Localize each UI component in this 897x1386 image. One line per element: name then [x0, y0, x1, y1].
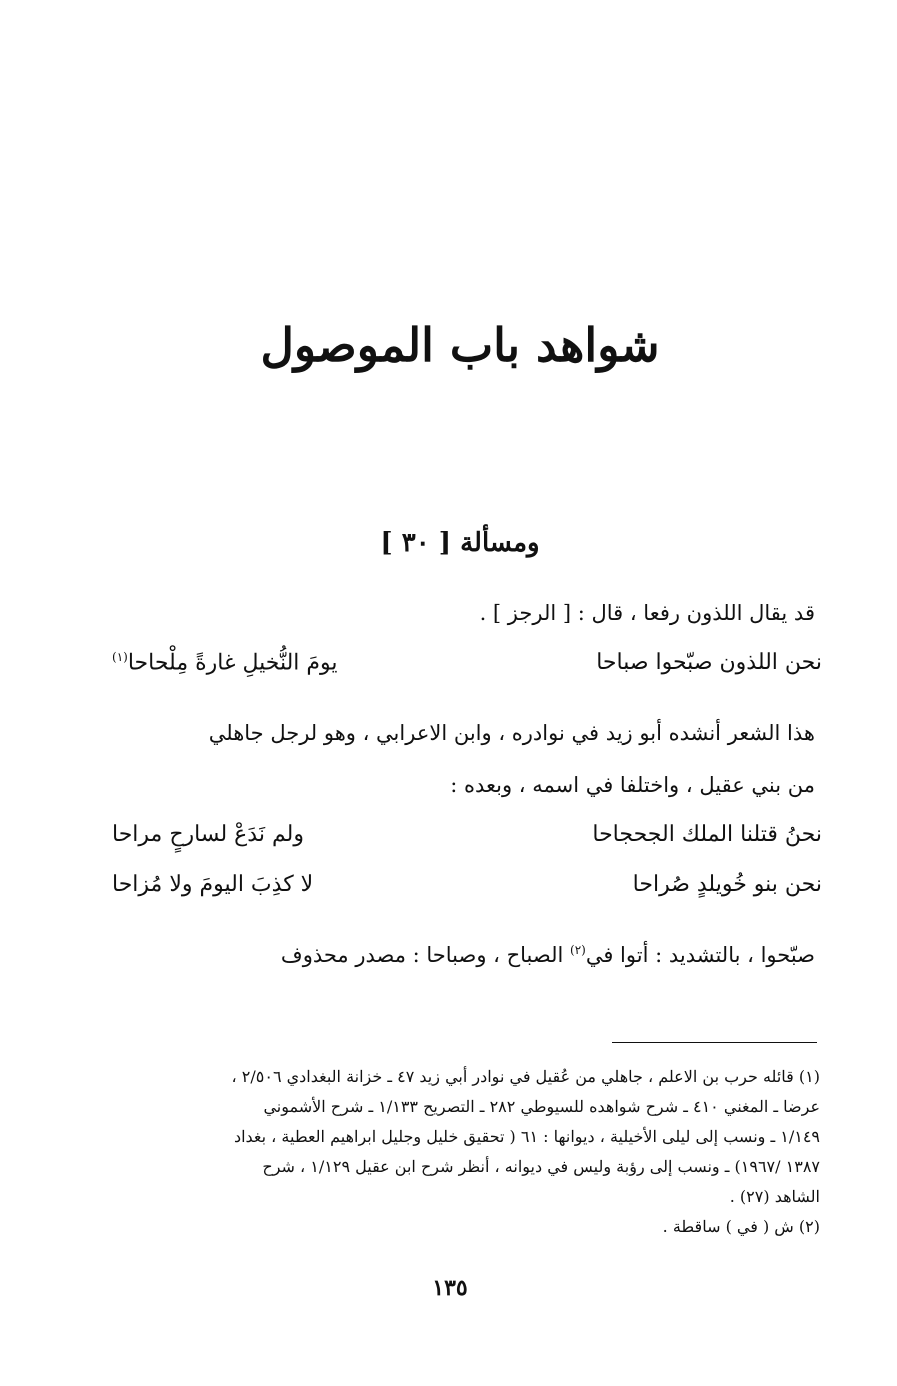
verse-3-first-hemistich: نحن بنو خُويلدٍ صُراحا	[632, 872, 822, 897]
verse-1-second-hemistich-text: يومَ النُّخيلِ غارةً مِلْحاحا	[127, 650, 338, 676]
verse-3-second-hemistich: لا كذِبَ اليومَ ولا مُزاحا	[112, 872, 314, 897]
commentary-line-1: هذا الشعر أنشده أبو زيد في نوادره ، وابن الاعرابي ، وهو لرجل جاهلي	[208, 721, 815, 745]
verse-2-second-hemistich: ولم نَدَعْ لسارحٍ مراحا	[112, 822, 304, 847]
commentary-line-2: من بني عقيل ، واختلفا في اسمه ، وبعده :	[450, 773, 815, 797]
footnote-line: (٢) ش ( في ) ساقطة .	[662, 1217, 820, 1236]
footnotes	[110, 1062, 820, 1242]
footnote-line: عرضا ـ المغني ٤١٠ ـ شرح شواهده للسيوطي ٢٨٢ ـ التصريح ١/١٣٣ ـ شرح الأشموني	[263, 1097, 820, 1116]
page-number: ١٣٥	[432, 1275, 468, 1301]
footnote-line: (١) قائله حرب بن الاعلم ، جاهلي من عُقيل في نوادر أبي زيد ٤٧ ـ خزانة البغدادي ٢/٥٠٦ ،	[231, 1067, 820, 1086]
verse-1-first-hemistich: نحن اللذون صبّحوا صباحا	[596, 650, 822, 675]
verse-1	[112, 650, 822, 690]
footnote-line: ١/١٤٩ ـ ونسب إلى ليلى الأخيلية ، ديوانها : ٦١ ( تحقيق خليل وجليل ابراهيم العطية ، بغداد	[233, 1127, 820, 1146]
footnote-line: الشاهد (٢٧) .	[729, 1187, 820, 1206]
verse-2-first-hemistich: نحنُ قتلنا الملك الجحجاحا	[592, 822, 822, 847]
footnote-marker-1: (١)	[112, 650, 128, 664]
explanation-after: الصباح ، وصباحا : مصدر محذوف	[280, 943, 571, 967]
verse-2	[112, 822, 822, 862]
explanation-before: صبّحوا ، بالتشديد : أتوا في	[585, 943, 815, 967]
intro-line: قد يقال اللذون رفعا ، قال : [ الرجز ] .	[479, 601, 815, 625]
verse-3	[112, 872, 822, 912]
footnote-separator	[612, 1042, 817, 1043]
explanation-line	[281, 935, 815, 970]
issue-heading: ومسألة [ ٣٠ ]	[380, 528, 540, 558]
chapter-title: شواهد باب الموصول	[260, 318, 660, 372]
verse-1-second-hemistich	[112, 650, 338, 675]
footnote-marker-2: (٢)	[570, 943, 586, 957]
footnote-line: ١٣٨٧ /١٩٦٧) ـ ونسب إلى رؤبة وليس في ديوانه ، أنظر شرح ابن عقيل ١/١٢٩ ، شرح	[262, 1157, 820, 1176]
